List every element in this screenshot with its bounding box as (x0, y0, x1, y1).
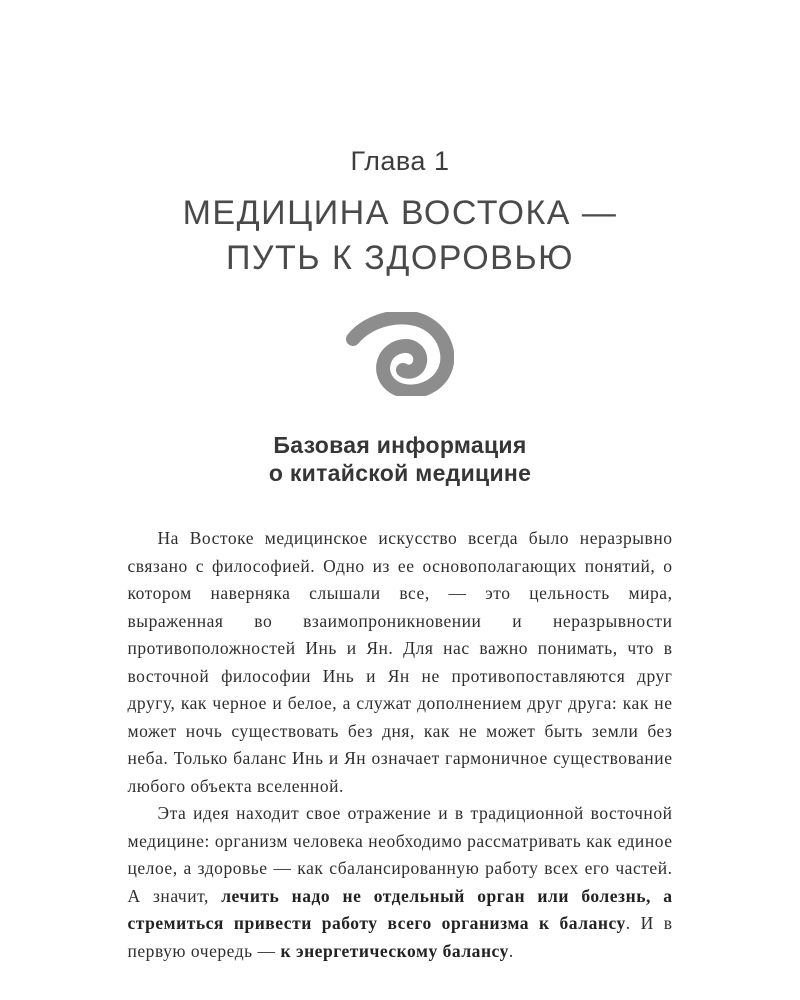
paragraph-1: На Востоке медицинское искусство всегда было неразрывно связано с философией. Одно из ее основополагающих понятий, о котором наверняка слышали все, — это цельность мира, выраженная во взаимопроникновении и неразрывности противоположностей Инь и Ян. Для нас важно понимать, что в восточной философии Инь и Ян не противопоставляются друг другу, как черное и белое, а служат дополнением друг друга: как не может ночь существовать без дня, как не может быть земли без неба. Только баланс Инь и Ян означает гармоничное существование любого объекта вселенной. (127, 528, 673, 796)
chapter-title-line2: ПУТЬ К ЗДОРОВЬЮ (225, 239, 575, 277)
chapter-label: Глава 1 (350, 146, 450, 176)
paragraph-2-run-bold-1: лечить надо не отдельный орган или болезнь, а стремиться привести работу всего организма к балансу (127, 885, 673, 933)
swirl-icon-svg (346, 312, 454, 396)
paragraph-2-run-normal-3: . (508, 940, 514, 961)
paragraph-2-run-normal-1: Эта идея находит свое отражение и в традиционной восточной медицине: организм человека необходимо рассматривать как единое целое, а здоровье — как сбалансированную работу всех его частей. А значит, (127, 803, 673, 906)
paragraph-2 (128, 800, 673, 965)
body-text-block (128, 525, 673, 965)
chapter-title (0, 191, 800, 281)
swirl-icon (345, 311, 455, 397)
paragraph-2-run-bold-2: к энергетическому балансу (280, 940, 509, 961)
section-subtitle-line2: о китайской медицине (268, 460, 532, 486)
chapter-title-line1: МЕДИЦИНА ВОСТОКА — (182, 194, 618, 232)
section-subtitle (0, 431, 800, 487)
paragraph-2-run-normal-2: . И в первую очередь — (127, 913, 673, 961)
section-subtitle-line1: Базовая информация (273, 432, 527, 458)
